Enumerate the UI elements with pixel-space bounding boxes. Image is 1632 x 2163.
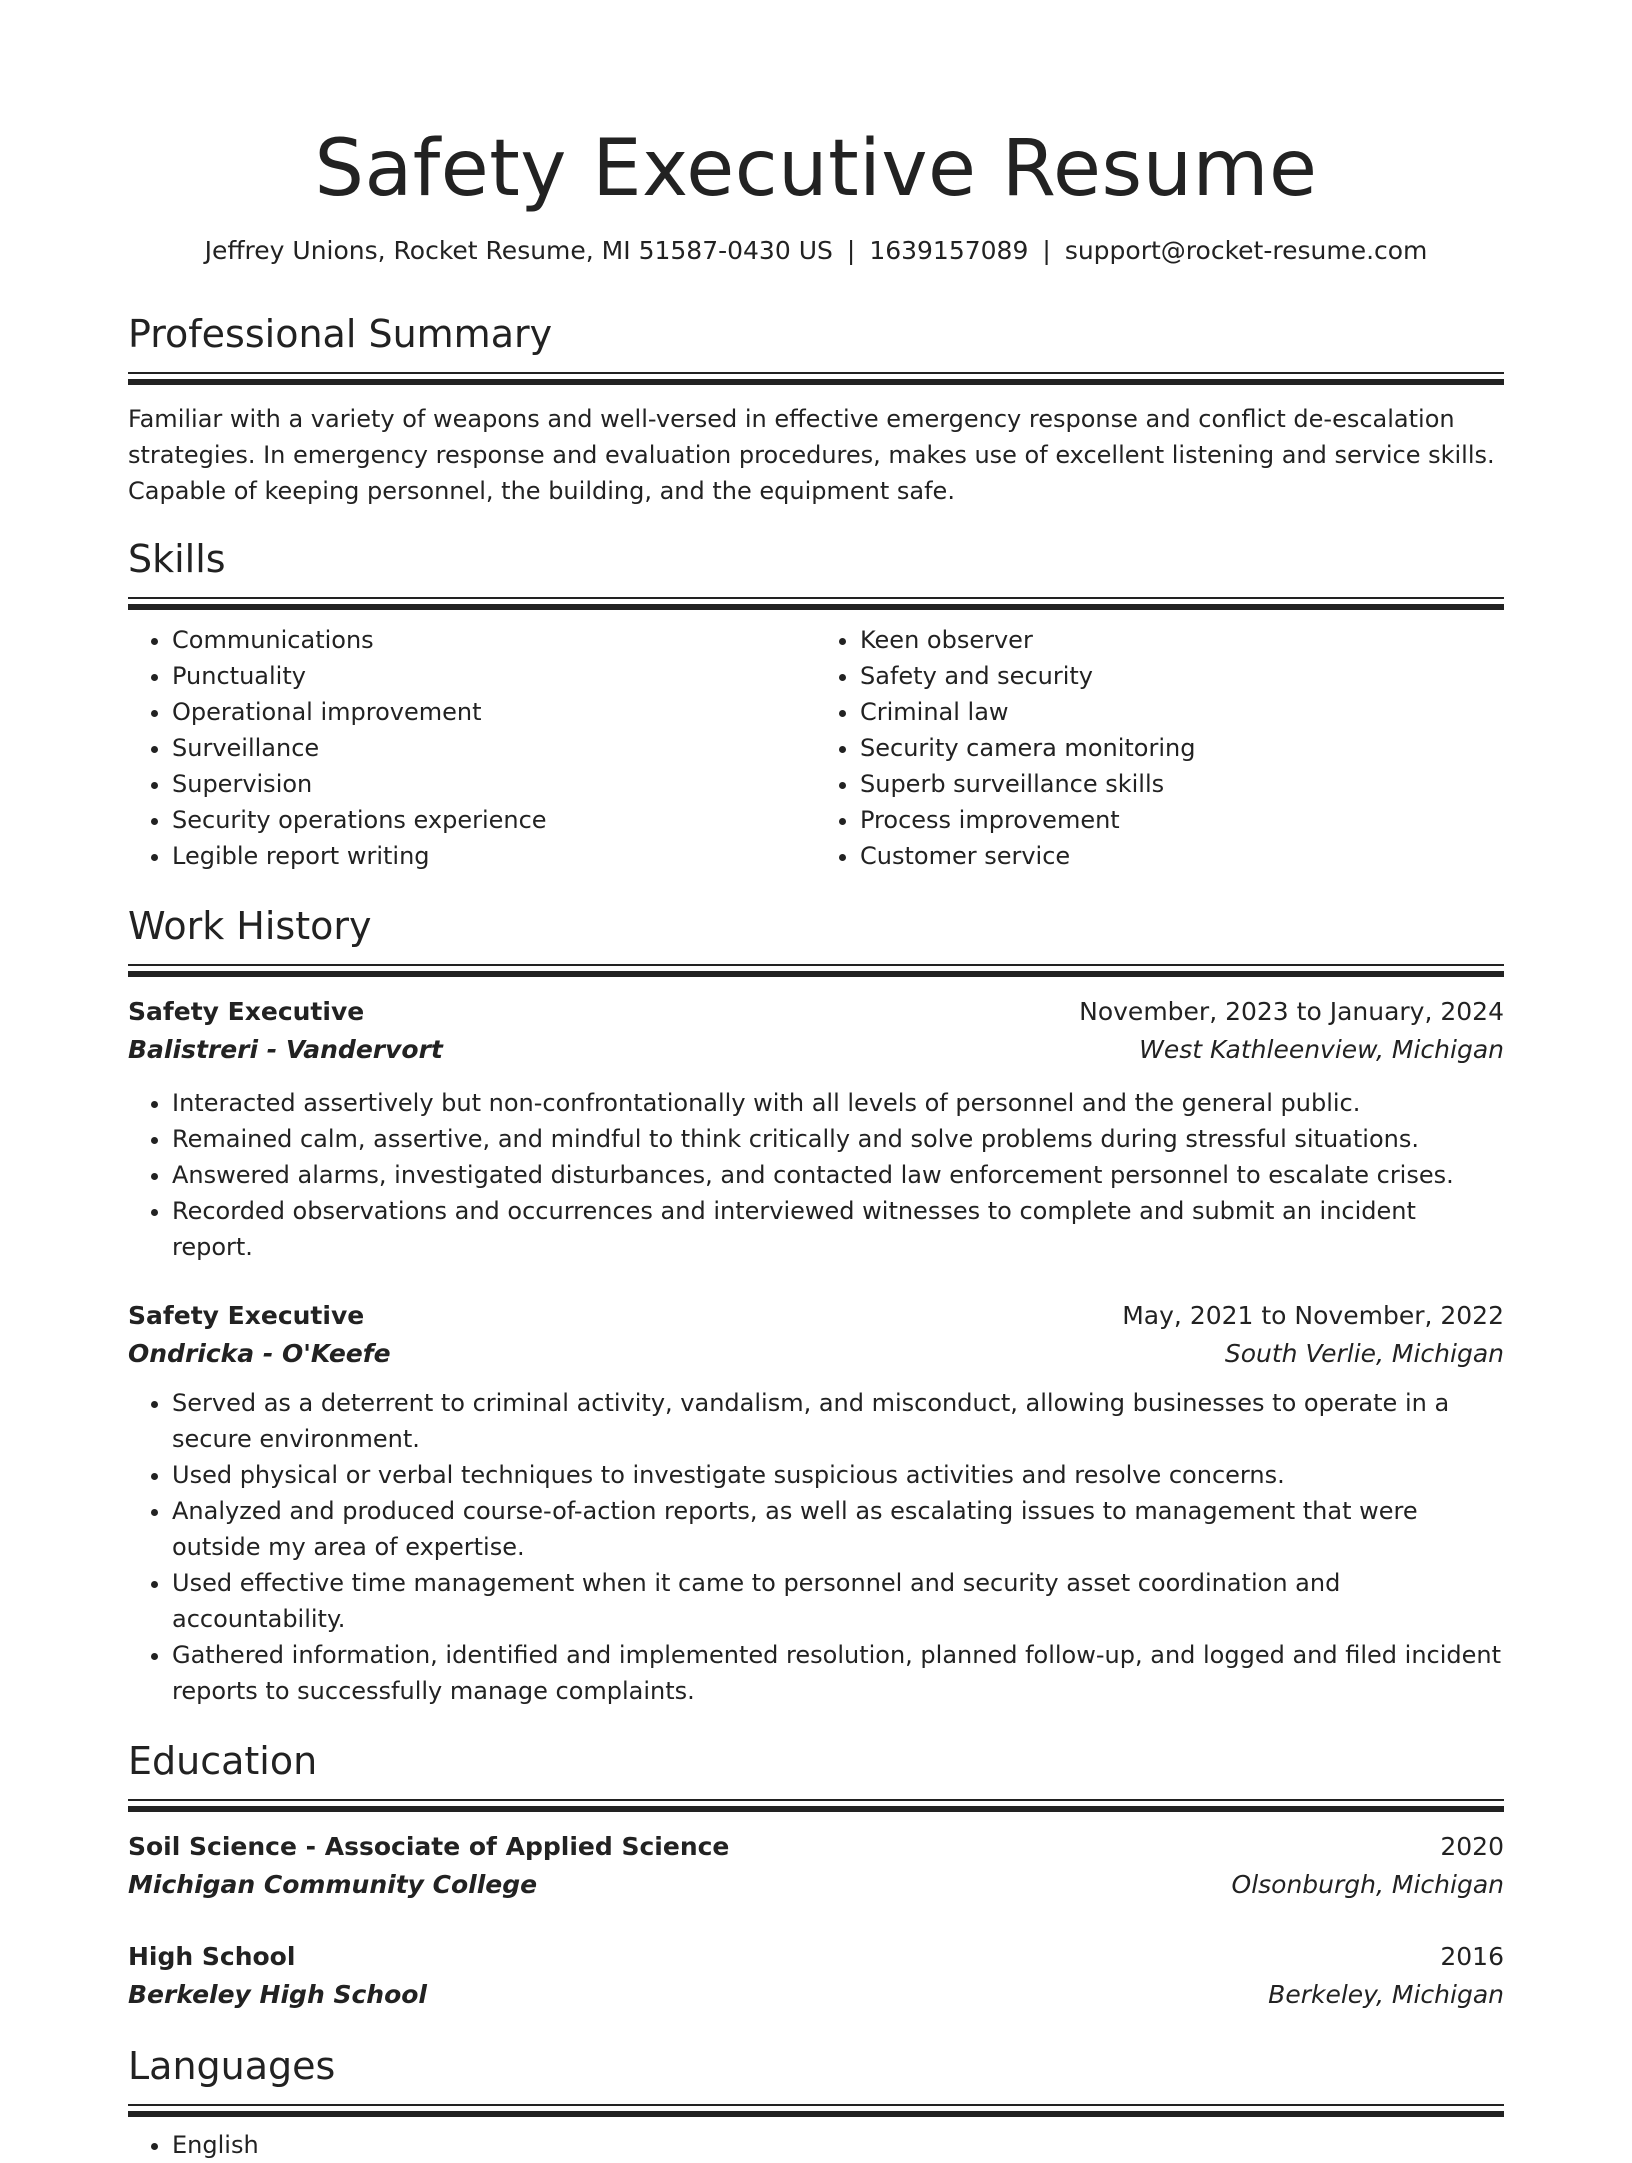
skills-list-right	[816, 622, 1504, 874]
section-heading-skills: Skills	[128, 537, 226, 581]
skill-item: • Operational improvement	[172, 694, 816, 730]
skill-item: • Legible report writing	[172, 838, 816, 874]
summary-text: Familiar with a variety of weapons and well-versed in effective emergency response and conflict de-escalation strategies. In emergency response and evaluation procedures, makes use of excellent listening and service skills. Capable of keeping personnel, the building, and the equipment safe.	[128, 405, 1495, 505]
job-bullets	[128, 1385, 1504, 1709]
skill-item: • Customer service	[860, 838, 1504, 874]
education-location: Berkeley, Michigan	[1268, 1980, 1504, 2009]
contact-phone: 1639157089	[869, 236, 1029, 265]
resume-page	[128, 0, 1504, 2163]
job-location: West Kathleenview, Michigan	[1139, 1035, 1504, 1064]
work-history-section	[128, 902, 1504, 1709]
job-title: Safety Executive	[128, 1301, 365, 1330]
section-heading-work: Work History	[128, 904, 372, 948]
contact-email: support@rocket-resume.com	[1064, 236, 1428, 265]
job-entry	[128, 1297, 1504, 1709]
contact-separator: |	[1042, 236, 1051, 265]
languages-list	[128, 2127, 1504, 2163]
education-entry	[128, 1828, 1504, 1904]
education-year: 2020	[1440, 1832, 1504, 1861]
section-divider	[128, 372, 1504, 385]
education-degree: Soil Science - Associate of Applied Science	[128, 1832, 730, 1861]
skill-item: • Safety and security	[860, 658, 1504, 694]
job-company: Balistreri - Vandervort	[128, 1035, 443, 1064]
section-heading-summary: Professional Summary	[128, 312, 553, 356]
job-bullet: • Interacted assertively but non-confrontationally with all levels of personnel and the general public.	[172, 1085, 1504, 1121]
education-degree: High School	[128, 1942, 296, 1971]
skill-item: • Surveillance	[172, 730, 816, 766]
section-divider	[128, 964, 1504, 977]
contact-separator: |	[846, 236, 856, 265]
job-bullet: • Used effective time management when it came to personnel and security asset coordination and accountability.	[172, 1565, 1504, 1637]
language-item: • English	[172, 2127, 1504, 2163]
section-divider	[128, 2104, 1504, 2117]
job-dates: May, 2021 to November, 2022	[1122, 1301, 1504, 1330]
education-entry	[128, 1938, 1504, 2014]
skills-columns	[128, 622, 1504, 874]
skill-item: • Punctuality	[172, 658, 816, 694]
skill-item: • Security camera monitoring	[860, 730, 1504, 766]
education-school: Berkeley High School	[128, 1980, 427, 2009]
education-location: Olsonburgh, Michigan	[1231, 1870, 1504, 1899]
job-location: South Verlie, Michigan	[1224, 1339, 1504, 1368]
job-bullet: • Used physical or verbal techniques to investigate suspicious activities and resolve concerns.	[172, 1457, 1504, 1493]
skills-section	[128, 535, 1504, 874]
education-year: 2016	[1440, 1942, 1504, 1971]
job-bullets	[128, 1085, 1504, 1265]
job-bullet: • Remained calm, assertive, and mindful to think critically and solve problems during stressful situations.	[172, 1121, 1504, 1157]
skill-item: • Criminal law	[860, 694, 1504, 730]
job-bullet: • Gathered information, identified and implemented resolution, planned follow-up, and logged and filed incident reports to successfully manage complaints.	[172, 1637, 1504, 1709]
skill-item: • Process improvement	[860, 802, 1504, 838]
job-title: Safety Executive	[128, 997, 365, 1026]
skill-item: • Communications	[172, 622, 816, 658]
job-bullet: • Analyzed and produced course-of-action reports, as well as escalating issues to management that were outside my area of expertise.	[172, 1493, 1504, 1565]
languages-section	[128, 2042, 1504, 2163]
summary-section	[128, 310, 1504, 509]
section-divider	[128, 1799, 1504, 1812]
job-bullet: • Answered alarms, investigated disturbances, and contacted law enforcement personnel to escalate crises.	[172, 1157, 1504, 1193]
skill-item: • Superb surveillance skills	[860, 766, 1504, 802]
resume-title: Safety Executive Resume	[314, 124, 1318, 214]
skill-item: • Supervision	[172, 766, 816, 802]
job-dates: November, 2023 to January, 2024	[1079, 997, 1504, 1026]
education-section	[128, 1737, 1504, 2014]
job-company: Ondricka - O'Keefe	[128, 1339, 391, 1368]
section-heading-education: Education	[128, 1739, 318, 1783]
section-heading-languages: Languages	[128, 2044, 336, 2088]
skill-item: • Security operations experience	[172, 802, 816, 838]
job-bullet: • Served as a deterrent to criminal activity, vandalism, and misconduct, allowing businesses to operate in a secure environment.	[172, 1385, 1504, 1457]
skill-item: • Keen observer	[860, 622, 1504, 658]
section-divider	[128, 597, 1504, 610]
contact-address: Jeffrey Unions, Rocket Resume, MI 51587-0430 US	[204, 236, 833, 265]
job-bullet: • Recorded observations and occurrences and interviewed witnesses to complete and submit an incident report.	[172, 1193, 1504, 1265]
education-school: Michigan Community College	[128, 1870, 538, 1899]
contact-line	[128, 234, 1504, 268]
job-entry	[128, 993, 1504, 1265]
skills-list-left	[128, 622, 816, 874]
